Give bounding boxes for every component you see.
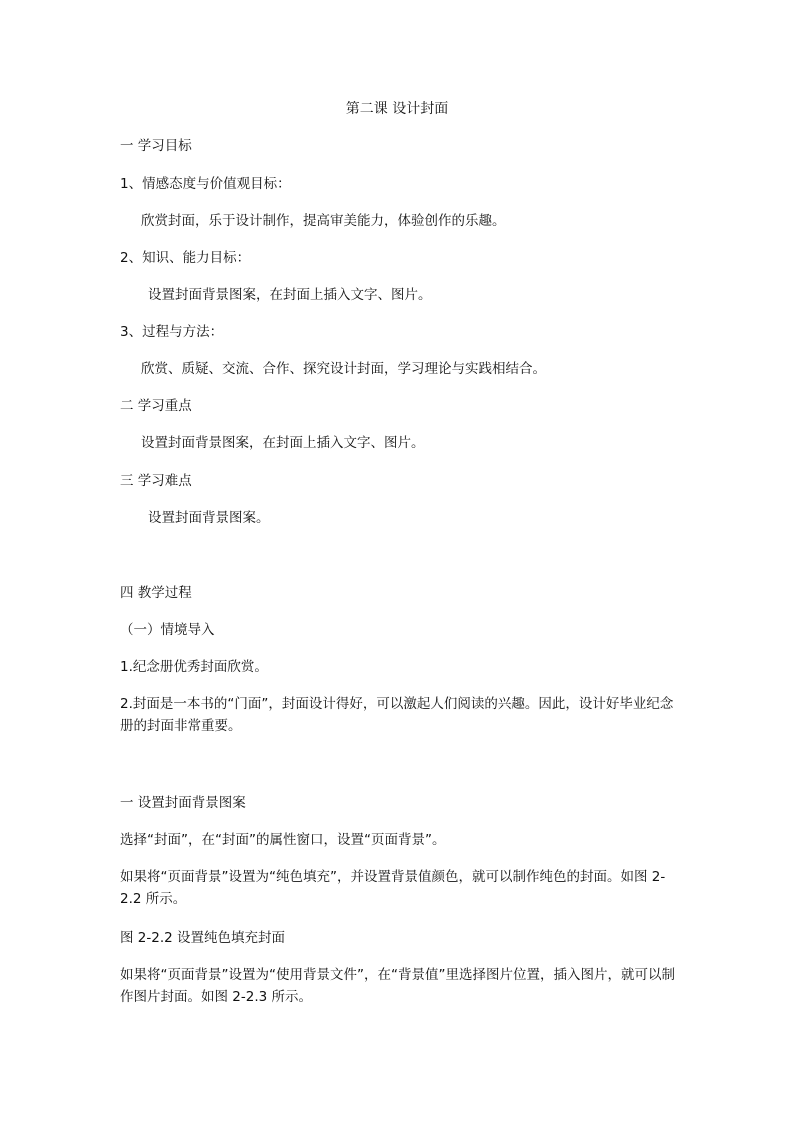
process-subheading-intro: （一）情境导入 bbox=[120, 622, 215, 638]
section-heading-key-points: 二 学习重点 bbox=[120, 398, 192, 414]
page-title: 第二课 设计封面 bbox=[345, 101, 449, 117]
background-paragraph-2: 如果将“页面背景”设置为“纯色填充”，并设置背景值颜色，就可以制作纯色的封面。如图 2-2.2 所示。 bbox=[120, 869, 666, 907]
objective-1-text: 欣赏封面，乐于设计制作，提高审美能力，体验创作的乐趣。 bbox=[141, 213, 506, 229]
objective-2-label: 2、知识、能力目标： bbox=[120, 250, 251, 266]
difficulties-text: 设置封面背景图案。 bbox=[148, 510, 270, 526]
section-heading-difficulties: 三 学习难点 bbox=[120, 473, 192, 489]
process-paragraph-2: 2.封面是一本书的“门面”，封面设计得好，可以激起人们阅读的兴趣。因此，设计好毕业纪念册的封面非常重要。 bbox=[120, 696, 674, 734]
section-heading-objectives: 一 学习目标 bbox=[120, 138, 192, 154]
section-heading-process: 四 教学过程 bbox=[120, 585, 192, 601]
objective-2-text: 设置封面背景图案，在封面上插入文字、图片。 bbox=[148, 287, 432, 303]
key-points-text: 设置封面背景图案，在封面上插入文字、图片。 bbox=[141, 435, 425, 451]
background-paragraph-3: 如果将“页面背景”设置为“使用背景文件”，在“背景值”里选择图片位置，插入图片，就可以制作图片封面。如图 2-2.3 所示。 bbox=[120, 967, 675, 1005]
section-heading-background: 一 设置封面背景图案 bbox=[120, 795, 246, 811]
objective-1-label: 1、情感态度与价值观目标： bbox=[120, 176, 291, 192]
process-paragraph-1: 1.纪念册优秀封面欣赏。 bbox=[120, 659, 268, 675]
figure-caption: 图 2-2.2 设置纯色填充封面 bbox=[120, 930, 286, 946]
objective-3-text: 欣赏、质疑、交流、合作、探究设计封面，学习理论与实践相结合。 bbox=[141, 361, 546, 377]
objective-3-label: 3、过程与方法： bbox=[120, 324, 224, 340]
background-paragraph-1: 选择“封面”，在“封面”的属性窗口，设置“页面背景”。 bbox=[120, 832, 446, 848]
